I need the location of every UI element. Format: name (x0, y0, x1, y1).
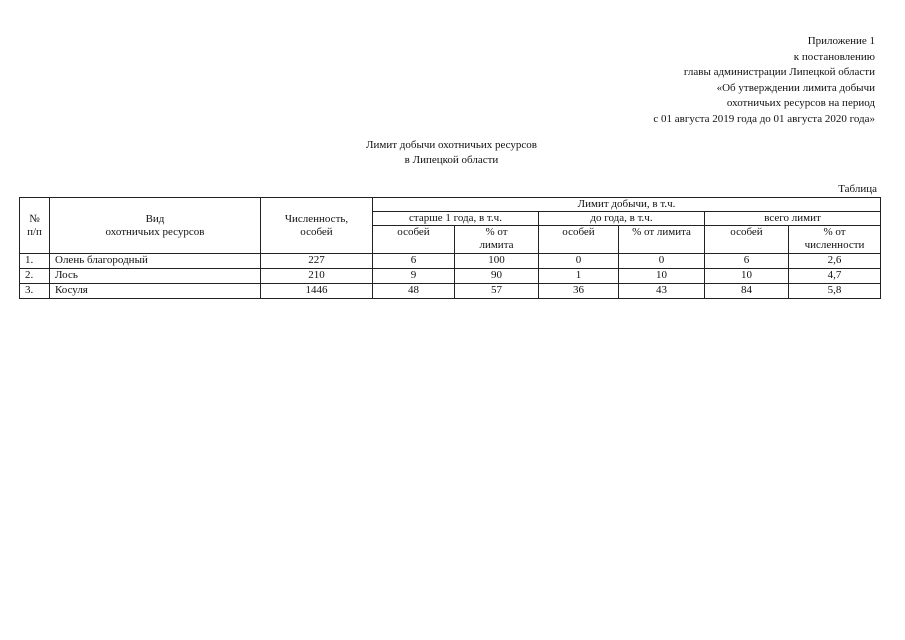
row-count: 210 (261, 269, 373, 284)
row-older-individuals: 48 (373, 284, 455, 299)
row-count: 1446 (261, 284, 373, 299)
row-total-individuals: 10 (705, 269, 789, 284)
row-older-individuals: 6 (373, 254, 455, 269)
row-total-individuals: 84 (705, 284, 789, 299)
title-line-1: Лимит добычи охотничьих ресурсов (366, 139, 537, 151)
header-older-group: старше 1 года, в т.ч. (373, 212, 539, 226)
appendix-header (653, 34, 875, 128)
appendix-line: главы администрации Липецкой области (683, 66, 875, 79)
row-total-individuals: 6 (705, 254, 789, 269)
document-title (0, 138, 905, 168)
limits-table (19, 197, 881, 299)
title-line-2: в Липецкой области (404, 154, 499, 166)
header-count-line: особей (300, 225, 333, 238)
header-count-line: Численность, (284, 212, 349, 225)
row-younger-percent: 0 (619, 254, 705, 269)
row-count: 227 (261, 254, 373, 269)
header-total-individuals: особей (705, 226, 789, 254)
appendix-line: «Об утверждении лимита добычи (716, 81, 875, 94)
header-species-line: охотничьих ресурсов (105, 225, 205, 238)
header-species-line: Вид (145, 212, 165, 225)
row-total-percent: 4,7 (789, 269, 881, 284)
appendix-line: Приложение 1 (807, 35, 875, 47)
header-older-percent-line: лимита (479, 239, 514, 251)
header-number-line: п/п (27, 225, 42, 238)
row-number: 3. (20, 284, 50, 299)
row-younger-percent: 43 (619, 284, 705, 299)
row-older-percent: 100 (455, 254, 539, 269)
appendix-line: к постановлению (793, 50, 875, 63)
header-number-line: № (29, 212, 40, 225)
header-younger-percent: % от лимита (619, 226, 705, 254)
row-younger-individuals: 0 (539, 254, 619, 269)
row-species: Олень благородный (50, 254, 261, 269)
header-total-percent-line: численности (804, 239, 865, 251)
row-species: Косуля (50, 284, 261, 299)
header-species (50, 198, 261, 254)
row-younger-individuals: 1 (539, 269, 619, 284)
appendix-line: с 01 августа 2019 года до 01 августа 2020 года» (653, 112, 875, 125)
row-number: 2. (20, 269, 50, 284)
row-number: 1. (20, 254, 50, 269)
row-species: Лось (50, 269, 261, 284)
header-older-individuals: особей (373, 226, 455, 254)
header-total-percent (789, 226, 881, 254)
header-limit-group: Лимит добычи, в т.ч. (373, 198, 881, 212)
row-total-percent: 2,6 (789, 254, 881, 269)
row-younger-percent: 10 (619, 269, 705, 284)
table-label: Таблица (838, 183, 877, 195)
table-row (20, 284, 881, 299)
table-row (20, 269, 881, 284)
header-total-group: всего лимит (705, 212, 881, 226)
row-total-percent: 5,8 (789, 284, 881, 299)
table-row (20, 254, 881, 269)
header-count (261, 198, 373, 254)
appendix-line: охотничьих ресурсов на период (726, 97, 875, 110)
header-older-percent-line: % от (485, 226, 508, 238)
header-younger-individuals: особей (539, 226, 619, 254)
row-older-individuals: 9 (373, 269, 455, 284)
header-older-percent (455, 226, 539, 254)
header-younger-group: до года, в т.ч. (539, 212, 705, 226)
header-row-1 (20, 198, 881, 212)
row-older-percent: 57 (455, 284, 539, 299)
row-younger-individuals: 36 (539, 284, 619, 299)
header-total-percent-line: % от (823, 226, 846, 238)
row-older-percent: 90 (455, 269, 539, 284)
header-number (20, 198, 50, 254)
